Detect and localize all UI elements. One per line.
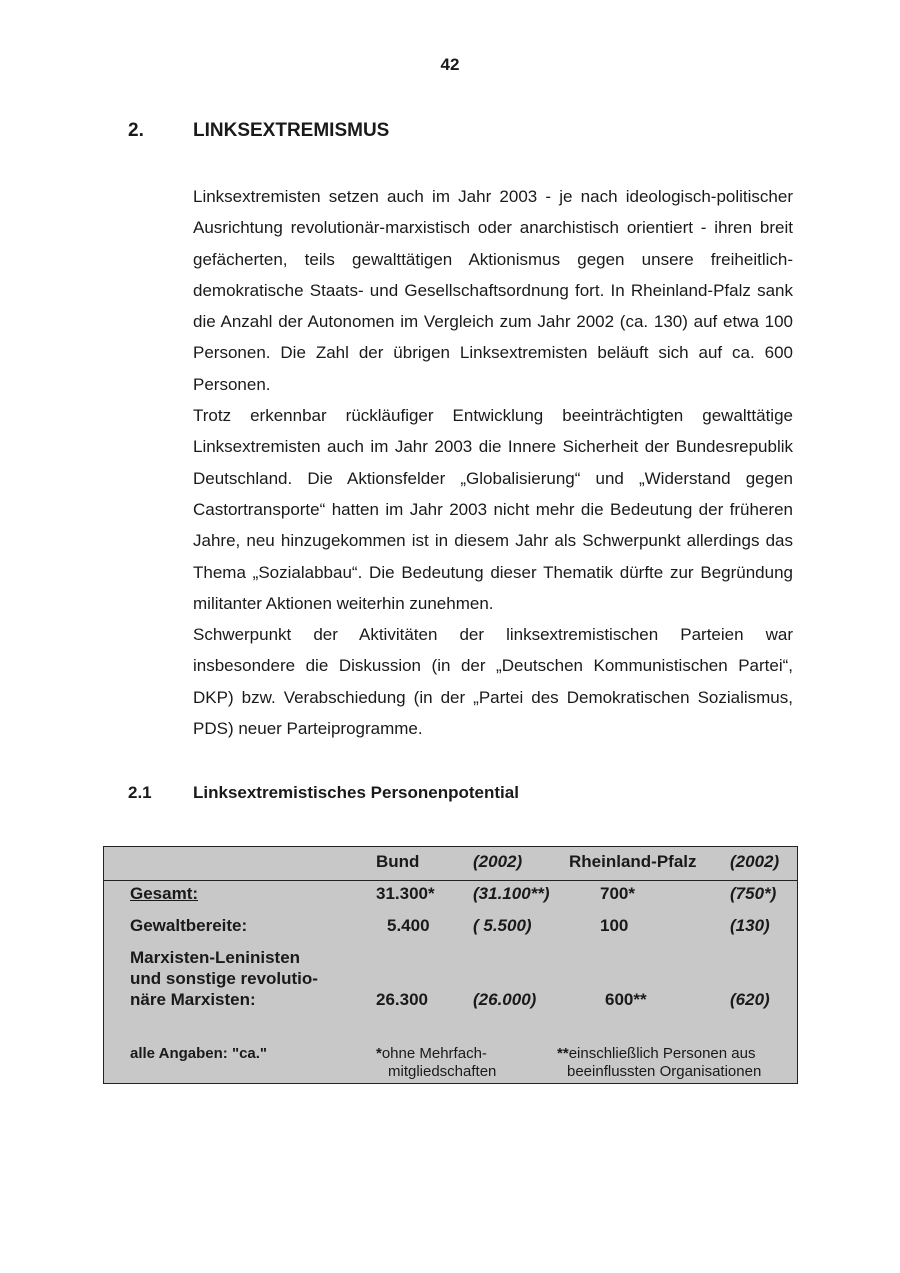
paragraph: Linksextremisten setzen auch im Jahr 2003 - je nach ideologisch-politischer Ausrichtung revolutionär-marxistisch oder anarchistisch orientiert - ihren breit gefächerten, teils gewalttätigen Aktionismus gegen unsere freiheitlich-demokratische Staats- und Gesellschaftsordnung fort. In Rheinland-Pfalz sank die Anzahl der Autonomen im Vergleich zum Jahr 2002 (ca. 130) auf etwa 100 Personen. Die Zahl der übrigen Linksextremisten beläuft sich auf ca. 600 Personen. xyxy=(193,187,793,394)
section-title: LINKSEXTREMISMUS xyxy=(193,120,390,141)
cell-bund-2002: ( 5.500) xyxy=(473,916,532,935)
footnote-1-mark: * xyxy=(376,1045,382,1062)
cell-bund: 5.400 xyxy=(387,916,430,935)
cell-bund-2002: (26.000) xyxy=(473,990,537,1009)
cell-rlp-2002: (130) xyxy=(730,916,770,935)
footnote-2-line: einschließlich Personen aus xyxy=(568,1045,756,1062)
header-bund-2002: (2002) xyxy=(473,852,523,871)
header-rlp-2002: (2002) xyxy=(730,852,780,871)
row-label-marxisten-line: und sonstige revolutio- xyxy=(130,969,318,988)
cell-rlp: 600** xyxy=(605,990,647,1009)
header-rlp: Rheinland-Pfalz xyxy=(569,852,697,871)
footnote-1-line: ohne Mehrfach- xyxy=(381,1045,487,1062)
cell-rlp-2002: (750*) xyxy=(730,884,777,903)
cell-rlp-2002: (620) xyxy=(730,990,770,1009)
row-label-gewaltbereite: Gewaltbereite: xyxy=(130,916,248,935)
row-label-gesamt: Gesamt: xyxy=(130,884,199,903)
footnote-ca: alle Angaben: "ca." xyxy=(130,1045,268,1062)
footnote-2-mark: ** xyxy=(557,1045,569,1062)
footnote-1-line: mitgliedschaften xyxy=(388,1063,497,1080)
personenpotential-table xyxy=(103,846,798,1084)
row-label-marxisten-line: näre Marxisten: xyxy=(130,990,256,1009)
header-bund: Bund xyxy=(376,852,420,871)
paragraph: Trotz erkennbar rückläufiger Entwicklung beeinträchtigten gewalttätige Linksextremisten auch im Jahr 2003 die Innere Sicherheit der Bundesrepublik Deutschland. Die Aktionsfelder „Globalisierung“ und „Widerstand gegen Castortransporte“ hatten im Jahr 2003 nicht mehr die Bedeutung der früheren Jahre, neu hinzugekommen ist in diesem Jahr als Schwerpunkt allerdings das Thema „Sozialabbau“. Die Bedeutung dieser Thematik dürfte zur Begründung militanter Aktionen weiterhin zunehmen. xyxy=(193,406,793,613)
body-text xyxy=(193,181,793,744)
cell-bund-2002: (31.100**) xyxy=(473,884,550,903)
subsection-title: Linksextremistisches Personenpotential xyxy=(193,783,519,802)
subsection-number: 2.1 xyxy=(128,783,152,802)
footnote-2-line: beeinflussten Organisationen xyxy=(567,1063,762,1080)
table-header xyxy=(104,847,797,881)
row-label-marxisten-line: Marxisten-Leninisten xyxy=(130,948,301,967)
paragraph: Schwerpunkt der Aktivitäten der linksextremistischen Parteien war insbesondere die Diskussion (in der „Deutschen Kommunistischen Partei“, DKP) bzw. Verabschiedung (in der „Partei des Demokratischen Sozialismus, PDS) neuer Parteiprogramme. xyxy=(193,625,793,739)
section-number: 2. xyxy=(128,120,144,141)
footnote-2 xyxy=(557,1045,761,1081)
cell-bund: 31.300* xyxy=(376,884,435,903)
cell-bund: 26.300 xyxy=(376,990,428,1009)
footnote-1 xyxy=(376,1045,496,1081)
cell-rlp: 100 xyxy=(600,916,629,935)
cell-rlp: 700* xyxy=(600,884,635,903)
page-number: 42 xyxy=(440,55,460,74)
